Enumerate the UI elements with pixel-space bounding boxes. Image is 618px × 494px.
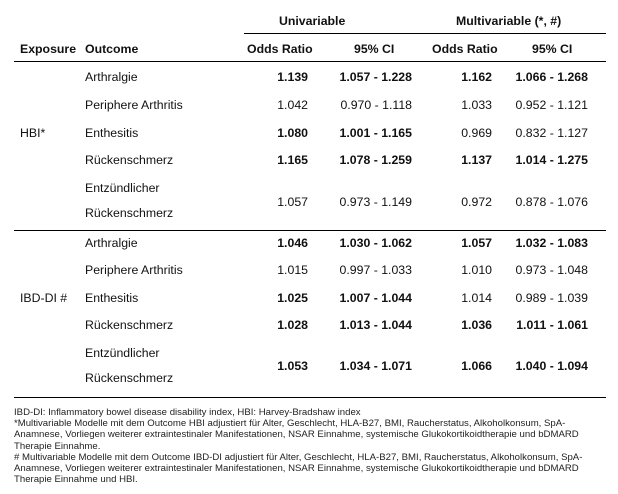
multi-odds-ratio-header: Odds Ratio [432, 42, 498, 56]
footnote-hbi-adjustment: *Multivariable Modelle mit dem Outcome HBI adjustiert für Alter, Geschlecht, HLA-B27, BMI, Raucherstatus, Alkoholkonsum, SpA-Anamnese, Vorliegen weiterer extraintestinaler Manifestationen, NSAR Einnahme, systemische Glukokortikoidtherapie und bDMARD Therapie Einnahme. [14, 418, 579, 452]
outcome-label: Rückenschmerz [85, 153, 174, 167]
uni-ci-value: 1.013 - 1.044 [339, 318, 412, 332]
uni-odds-ratio-value: 1.057 [277, 195, 308, 209]
uni-odds-ratio-value: 1.015 [277, 263, 308, 277]
multi-odds-ratio-value: 1.014 [461, 291, 492, 305]
outcome-label: Arthralgie [85, 70, 138, 84]
uni-odds-ratio-value: 1.042 [277, 98, 308, 112]
multi-ci-value: 0.878 - 1.076 [515, 195, 588, 209]
univariable-header: Univariable [279, 14, 346, 28]
outcome-label: Enthesitis [85, 126, 139, 140]
multi-odds-ratio-value: 1.033 [461, 98, 492, 112]
uni-ci-value: 1.034 - 1.071 [339, 359, 412, 373]
multi-ci-header: 95% CI [532, 42, 573, 56]
footnote-ibd-di-adjustment: # Multivariable Modelle mit dem Outcome IBD-DI adjustiert für Alter, Geschlecht, HLA-B27, BMI, Raucherstatus, Alkoholkonsum, SpA-Anamnese, Vorliegen weiterer extraintestinaler Manifestationen, NSAR Einnahme, systemische Glukokortikoidtherapie und bDMARD Therapie Einnahme und HBI. [14, 451, 583, 486]
multi-odds-ratio-value: 1.010 [461, 263, 492, 277]
multi-ci-value: 0.973 - 1.048 [515, 263, 588, 277]
uni-ci-value: 1.078 - 1.259 [339, 153, 412, 167]
multi-odds-ratio-value: 1.036 [461, 318, 492, 332]
outcome-label-line2: Rückenschmerz [85, 371, 174, 385]
exposure-column-header: Exposure [20, 42, 77, 56]
uni-odds-ratio-value: 1.046 [277, 236, 308, 250]
uni-odds-ratio-value: 1.080 [277, 126, 308, 140]
uni-ci-value: 0.973 - 1.149 [339, 195, 412, 209]
multivariable-header: Multivariable (*, #) [456, 14, 562, 28]
header-sub-divider [244, 33, 606, 34]
uni-ci-value: 1.057 - 1.228 [339, 70, 412, 84]
uni-odds-ratio-value: 1.028 [277, 318, 308, 332]
multi-odds-ratio-value: 0.972 [461, 195, 492, 209]
outcome-label: Periphere Arthritis [85, 98, 183, 112]
uni-ci-header: 95% CI [354, 42, 395, 56]
outcome-label: Rückenschmerz [85, 318, 174, 332]
exposure-label-hbi: HBI* [20, 126, 46, 140]
uni-odds-ratio-value: 1.025 [277, 291, 308, 305]
multi-ci-value: 1.014 - 1.275 [515, 153, 588, 167]
multi-odds-ratio-value: 1.057 [461, 236, 492, 250]
header-bottom-divider [14, 61, 606, 62]
multi-odds-ratio-value: 1.137 [461, 153, 492, 167]
outcome-label: Periphere Arthritis [85, 263, 183, 277]
footnote-abbreviations: IBD-DI: Inflammatory bowel disease disability index, HBI: Harvey-Bradshaw index [14, 407, 361, 418]
outcome-label-line2: Rückenschmerz [85, 206, 174, 220]
exposure-label-ibd-di: IBD-DI # [20, 291, 68, 305]
outcome-column-header: Outcome [85, 42, 139, 56]
uni-ci-value: 1.007 - 1.044 [339, 291, 412, 305]
uni-odds-ratio-value: 1.165 [277, 153, 308, 167]
multi-odds-ratio-value: 0.969 [461, 126, 492, 140]
multi-ci-value: 0.832 - 1.127 [515, 126, 588, 140]
uni-ci-value: 0.970 - 1.118 [340, 98, 412, 112]
footnotes [14, 407, 610, 485]
multi-ci-value: 0.989 - 1.039 [515, 291, 588, 305]
outcome-label: Enthesitis [85, 291, 139, 305]
multi-ci-value: 1.032 - 1.083 [515, 236, 588, 250]
uni-odds-ratio-header: Odds Ratio [247, 42, 313, 56]
multi-ci-value: 1.066 - 1.268 [515, 70, 588, 84]
outcome-label-line1: Entzündlicher [85, 346, 160, 360]
group-divider [14, 230, 606, 231]
multi-ci-value: 0.952 - 1.121 [515, 98, 588, 112]
multi-ci-value: 1.011 - 1.061 [516, 318, 588, 332]
outcome-label-line1: Entzündlicher [85, 181, 160, 195]
table-bottom-divider [14, 397, 606, 398]
multi-ci-value: 1.040 - 1.094 [515, 359, 588, 373]
uni-ci-value: 1.001 - 1.165 [339, 126, 412, 140]
uni-ci-value: 0.997 - 1.033 [339, 263, 412, 277]
uni-odds-ratio-value: 1.053 [277, 359, 308, 373]
uni-odds-ratio-value: 1.139 [277, 70, 308, 84]
outcome-label: Arthralgie [85, 236, 138, 250]
multi-odds-ratio-value: 1.162 [461, 70, 492, 84]
uni-ci-value: 1.030 - 1.062 [339, 236, 412, 250]
multi-odds-ratio-value: 1.066 [461, 359, 492, 373]
